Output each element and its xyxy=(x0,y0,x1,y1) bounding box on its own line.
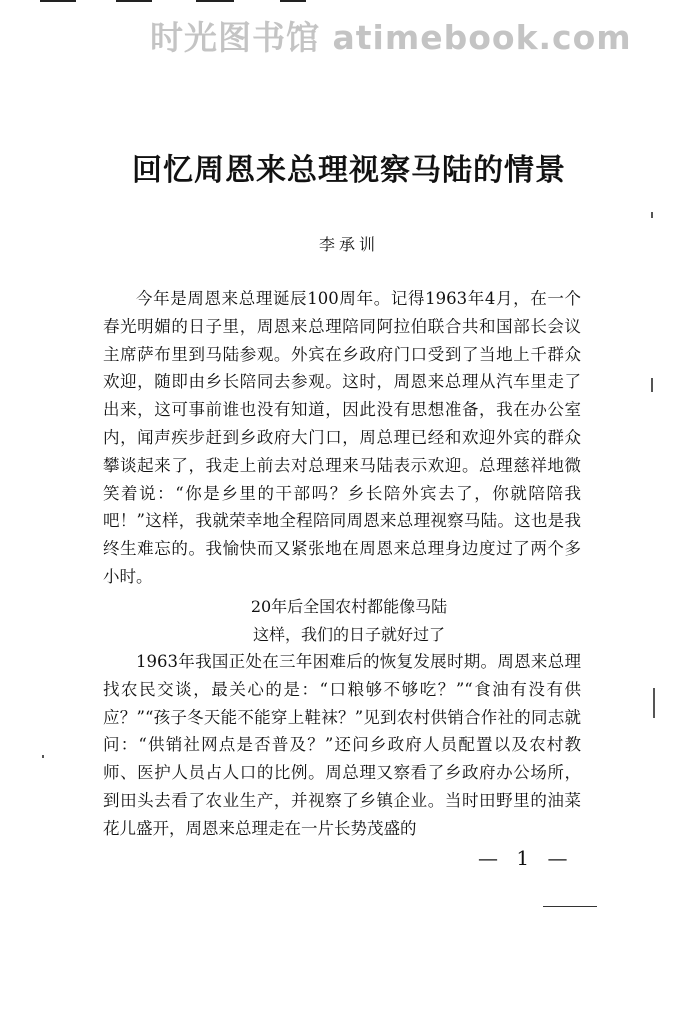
article-author: 李承训 xyxy=(318,235,379,254)
scan-edge-mark xyxy=(280,0,306,2)
site-watermark: 时光图书馆 atimebook.com xyxy=(150,18,632,57)
scan-edge-mark xyxy=(196,0,234,2)
scan-speck xyxy=(42,755,44,758)
section-subheading: 20年后全国农村都能像马陆 xyxy=(250,597,448,616)
scan-edge-mark xyxy=(40,0,76,2)
article-title: 回忆周恩来总理视察马陆的情景 xyxy=(132,153,566,188)
scan-speck xyxy=(653,688,655,718)
body-paragraph: 今年是周恩来总理诞辰100周年。记得1963年4月，在一个春光明媚的日子里，周恩来总理陪同阿拉伯联合共和国部长会议主席萨布里到马陆参观。外宾在乡政府门口受到了当地上千群众欢迎，随即由乡长陪同去参观。这时，周恩来总理从汽车里走了出来，这可事前谁也没有知道，因此没有思想准备，我在办公室内，闻声疾步赶到乡政府大门口，周总理已经和欢迎外宾的群众攀谈起来了，我走上前去对总理来马陆表示欢迎。总理慈祥地微笑着说：“你是乡里的干部吗？乡长陪外宾去了，你就陪陪我吧！”这样，我就荣幸地全程陪同周恩来总理视察马陆。这也是我终生难忘的。我愉快而又紧张地在周恩来总理身边度过了两个多小时。 xyxy=(103,289,581,586)
body-paragraph: 1963年我国正处在三年困难后的恢复发展时期。周恩来总理找农民交谈，最关心的是：“口粮够不够吃？”“食油有没有供应？”“孩子冬天能不能穿上鞋袜？”见到农村供销合作社的同志就问：“供销社网点是否普及？”还问乡政府人员配置以及农村教师、医护人员占人口的比例。周总理又察看了乡政府办公场所，到田头去看了农业生产，并视察了乡镇企业。当时田野里的油菜花儿盛开，周恩来总理走在一片长势茂盛的 xyxy=(103,652,581,838)
page-number: — 1 — xyxy=(478,846,574,870)
scan-speck xyxy=(651,212,653,218)
scan-edge-mark xyxy=(116,0,152,2)
scan-speck xyxy=(651,378,653,392)
section-subheading: 这样，我们的日子就好过了 xyxy=(252,625,445,644)
scan-edge-mark xyxy=(543,906,597,907)
